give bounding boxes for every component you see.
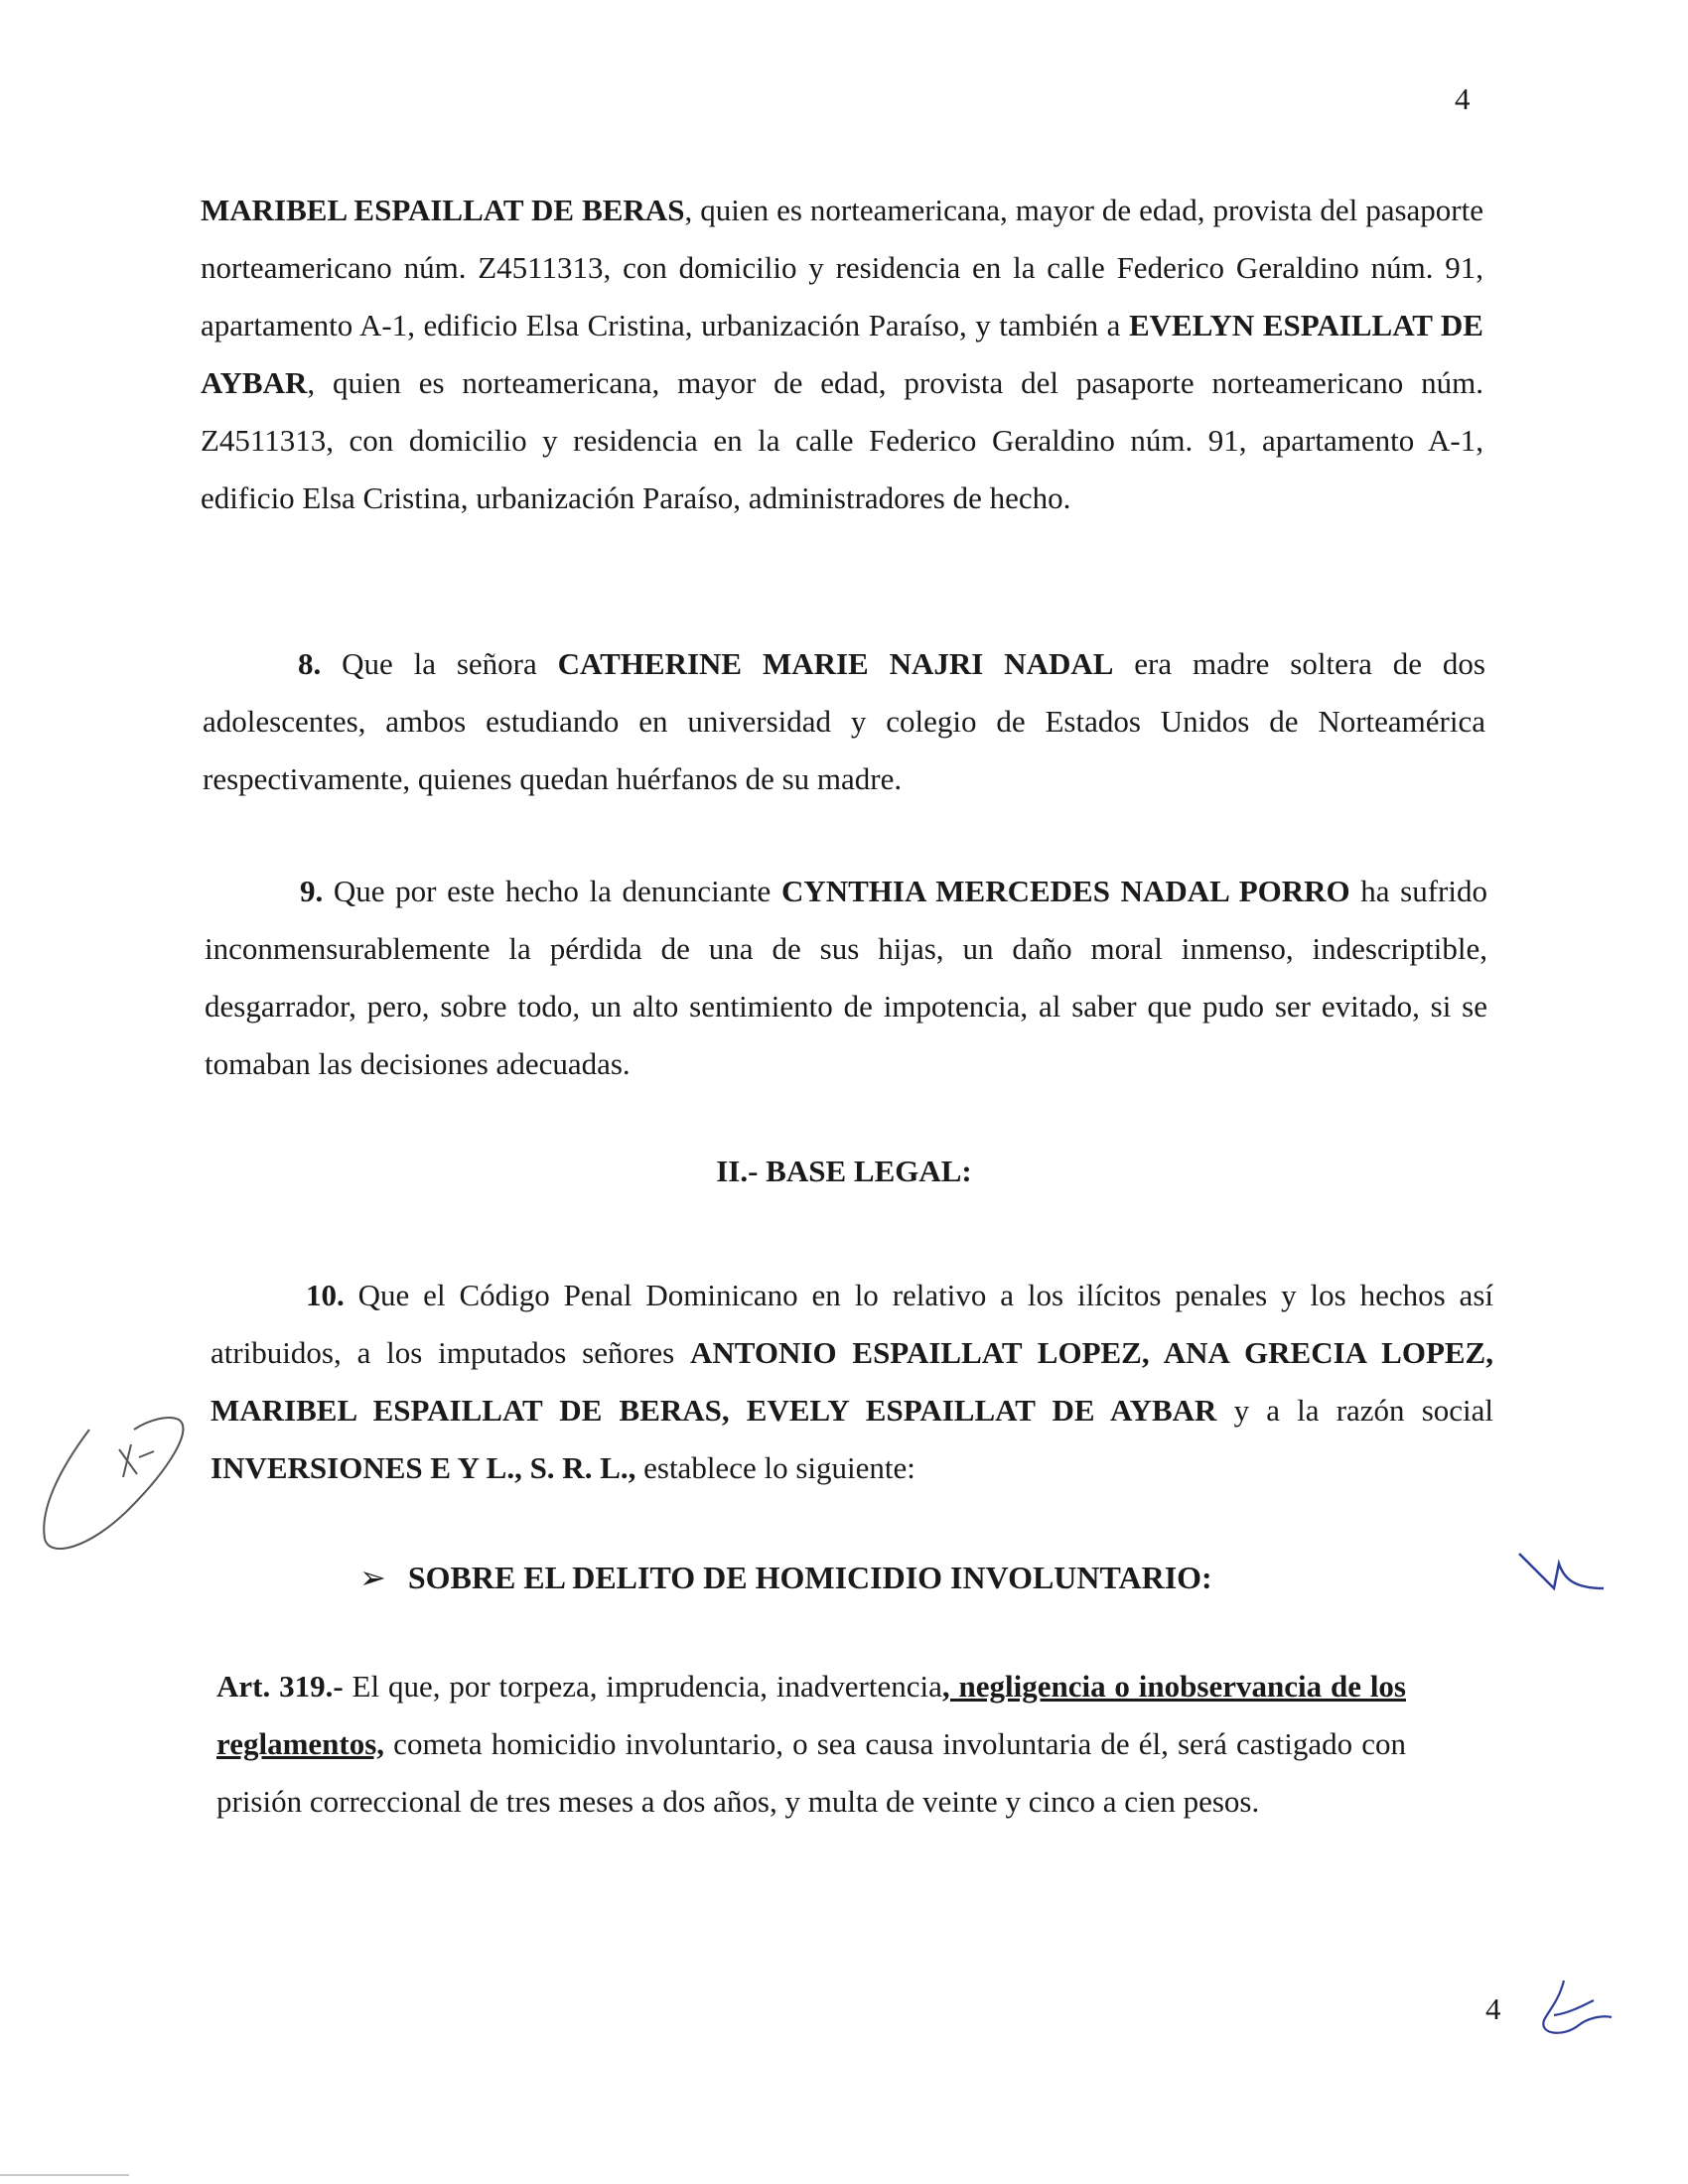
paragraph-text: era madre soltera de dos adolescentes, ambos estudiando en universidad y colegio de Estados Unidos de Norteamérica respectivamente, quienes quedan huérfanos de su madre. [203, 646, 1485, 796]
page-number-bottom: 4 [1485, 1991, 1501, 2026]
paragraph-text: ha sufrido inconmensurablemente la pérdida de una de sus hijas, un daño moral inmenso, indescriptible, desgarrador, pero, sobre todo, un alto sentimiento de impotencia, al saber que pudo ser evitado, si se tomaban las decisiones adecuadas. [205, 874, 1487, 1081]
handwritten-signature-bottom [1534, 1976, 1614, 2045]
name-evelyn: EVELYN ESPAILLAT DE AYBAR [201, 308, 1483, 400]
subheading [359, 1559, 1212, 1596]
paragraph-number: 8. [298, 646, 322, 681]
paragraph-text: Que la señora [321, 646, 558, 681]
section-heading: II.- BASE LEGAL: [716, 1154, 972, 1188]
paragraph-text: , quien es norteamericana, mayor de edad, provista del pasaporte norteamericano núm. Z4511313, con domicilio y residencia en la calle Federico Geraldino núm. 91, apartamento A-1, edificio Elsa Cristina, urbanización Paraíso, administradores de hecho. [201, 365, 1483, 515]
name-catherine: CATHERINE MARIE NAJRI NADAL [557, 646, 1114, 681]
paragraph-8 [203, 635, 1485, 808]
name-maribel: MARIBEL ESPAILLAT DE BERAS [201, 193, 685, 227]
article-text: cometa homicidio involuntario, o sea causa involuntaria de él, será castigado con prisión correccional de tres meses a dos años, y multa de veinte y cinco a cien pesos. [216, 1726, 1406, 1819]
scan-edge-line [0, 2174, 129, 2176]
name-cynthia: CYNTHIA MERCEDES NADAL PORRO [780, 874, 1350, 908]
subheading-text: SOBRE EL DELITO DE HOMICIDIO INVOLUNTARIO: [407, 1560, 1212, 1595]
article-319 [216, 1658, 1406, 1831]
article-text: El que, por torpeza, imprudencia, inadvertencia [343, 1669, 942, 1704]
paragraph-text: Que por este hecho la denunciante [323, 874, 781, 908]
paragraph-number: 9. [300, 874, 324, 908]
paragraph-9 [205, 863, 1487, 1093]
paragraph-text: Que el Código Penal Dominicano en lo relativo a los ilícitos penales y los hechos así atribuidos, a los imputados señores [211, 1278, 1493, 1370]
company-name: INVERSIONES E Y L., S. R. L., [211, 1450, 636, 1485]
handwritten-initials-left [20, 1390, 199, 1569]
paragraph-defendants [201, 182, 1483, 527]
handwritten-initials-right [1514, 1544, 1614, 1603]
page-number-top: 4 [1455, 81, 1471, 116]
paragraph-text: , quien es norteamericana, mayor de edad, provista del pasaporte norteamericano núm. Z4511313, con domicilio y residencia en la calle Federico Geraldino núm. 91, apartamento A-1, edificio Elsa Cristina, urbanización Paraíso, y también a [201, 193, 1483, 342]
paragraph-text: y a la razón social [1216, 1393, 1494, 1428]
defendant-names: ANTONIO ESPAILLAT LOPEZ, ANA GRECIA LOPEZ, MARIBEL ESPAILLAT DE BERAS, EVELY ESPAILLAT DE AYBAR [211, 1335, 1493, 1428]
paragraph-10 [211, 1267, 1493, 1497]
article-label: Art. 319.- [216, 1669, 344, 1704]
bullet-arrow-icon: ➢ [359, 1560, 386, 1595]
paragraph-text: establece lo siguiente: [635, 1450, 915, 1485]
paragraph-number: 10. [306, 1278, 345, 1312]
article-underlined-text: , negligencia o inobservancia de los reglamentos, [216, 1669, 1406, 1761]
